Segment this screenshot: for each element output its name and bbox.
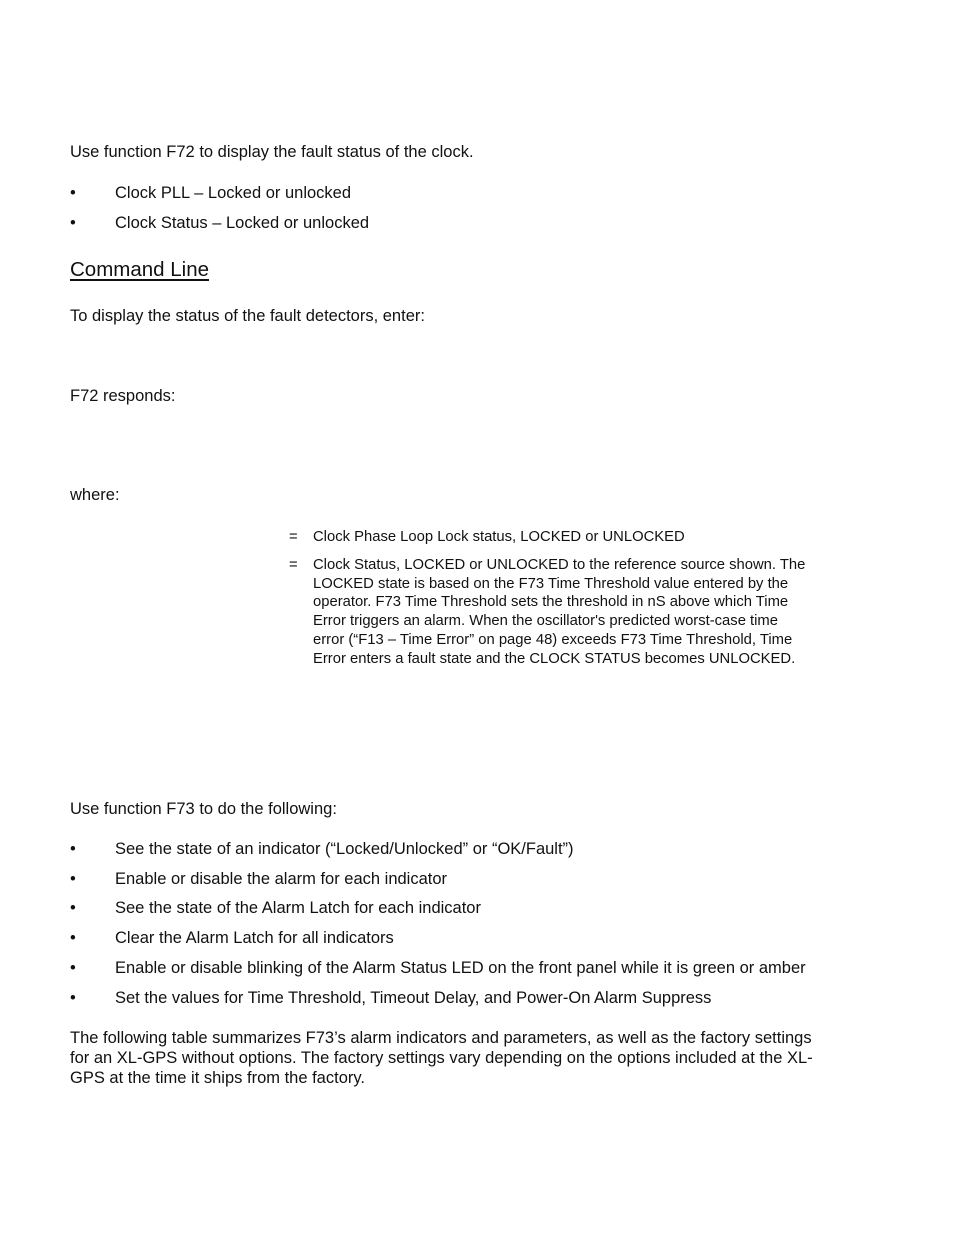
equals-sign: =	[289, 529, 298, 545]
bullet-icon: •	[70, 184, 76, 202]
list-item-text: Clear the Alarm Latch for all indicators	[115, 929, 394, 947]
list-item-text: See the state of the Alarm Latch for each indicator	[115, 899, 481, 917]
bullet-icon: •	[70, 214, 76, 232]
f73-intro-paragraph: Use function F73 to do the following:	[70, 800, 337, 818]
f73-summary-paragraph	[70, 1028, 813, 1088]
summary-line: GPS at the time it ships from the factory.	[70, 1069, 365, 1087]
f72-responds-label: F72 responds:	[70, 387, 176, 405]
summary-line: The following table summarizes F73’s alarm indicators and parameters, as well as the factory settings	[70, 1029, 812, 1047]
bullet-icon: •	[70, 840, 76, 858]
list-item-text: Enable or disable the alarm for each indicator	[115, 870, 448, 888]
where-label: where:	[70, 486, 120, 504]
bullet-icon: •	[70, 870, 76, 888]
bullet-icon: •	[70, 929, 76, 947]
list-item-text: Set the values for Time Threshold, Timeout Delay, and Power-On Alarm Suppress	[115, 989, 712, 1007]
list-item-text: Clock Status – Locked or unlocked	[115, 214, 370, 232]
f72-intro-paragraph: Use function F72 to display the fault status of the clock.	[70, 143, 474, 161]
command-line-heading: Command Line	[70, 258, 210, 281]
list-item-text: Clock PLL – Locked or unlocked	[115, 184, 352, 202]
equals-sign: =	[289, 557, 298, 573]
list-item-text: Enable or disable blinking of the Alarm Status LED on the front panel while it is green or amber	[115, 959, 806, 977]
command-instruction: To display the status of the fault detectors, enter:	[70, 307, 425, 325]
definition-text: Clock Phase Loop Lock status, LOCKED or UNLOCKED	[313, 529, 685, 545]
bullet-icon: •	[70, 959, 76, 977]
list-item-text: See the state of an indicator (“Locked/Unlocked” or “OK/Fault”)	[115, 840, 574, 858]
definition-text: Clock Status, LOCKED or UNLOCKED to the reference source shown. The LOCKED state is based on the F73 Time Threshold value entered by the operator. F73 Time Threshold sets the threshold in nS above which Time Error triggers an alarm. When the oscillator's predicted worst-case time error (“F13 – Time Error” on page 48) exceeds F73 Time Threshold, Time Error enters a fault state and the CLOCK STATUS becomes UNLOCKED.	[313, 557, 806, 667]
bullet-icon: •	[70, 899, 76, 917]
bullet-icon: •	[70, 989, 76, 1007]
summary-line: for an XL-GPS without options. The factory settings vary depending on the options included at the XL-	[70, 1049, 813, 1067]
